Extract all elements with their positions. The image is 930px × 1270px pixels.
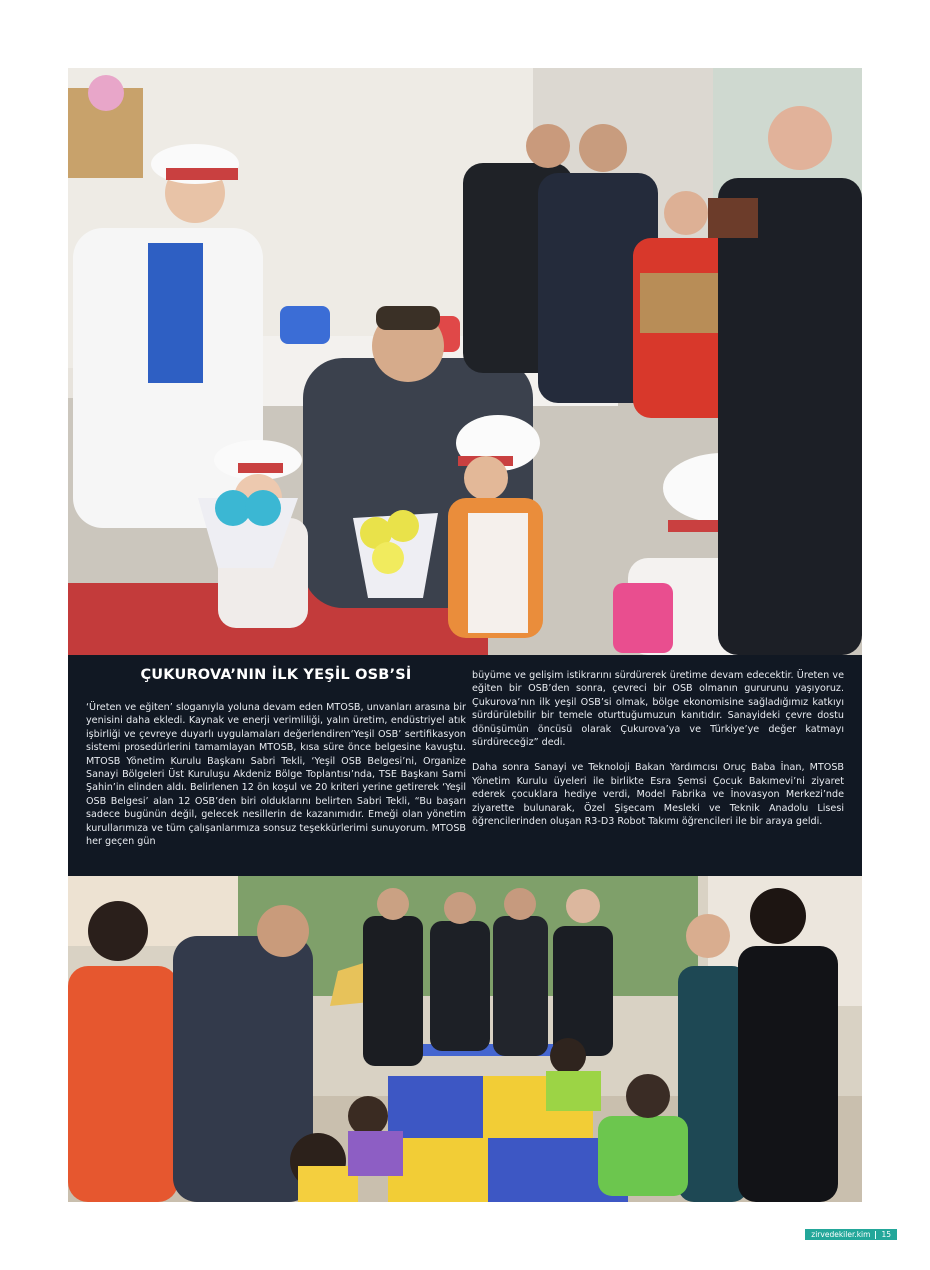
page-footer-tag	[805, 1229, 897, 1240]
top-photo	[68, 68, 862, 655]
article-title: ÇUKUROVA’NIN İLK YEŞİL OSB’Sİ	[140, 667, 412, 683]
article-panel	[68, 655, 862, 876]
bottom-photo	[68, 876, 862, 1202]
article-paragraph-3: Daha sonra Sanayi ve Teknoloji Bakan Yardımcısı Oruç Baba İnan, MTOSB Yönetim Kurulu üyeleri ile birlikte Esra Şemsi Çocuk Bakımevi’ni ziyaret ederek çocuklara hediye verdi, Model Fabrika ve İnovasyon Merkezi’nde ziyarette bulunarak, Özel Şişecam Mesleki ve Teknik Anadolu Lisesi öğrencilerinden oluşan R3-D3 Robot Takımı öğrencileri ile bir araya geldi.	[472, 762, 844, 828]
page-number: 15	[881, 1230, 891, 1239]
footer-site: zirvedekiler.kim	[811, 1230, 871, 1239]
article-paragraph-2: büyüme ve gelişim istikrarını sürdürerek üretime devam edecektir. Üreten ve eğiten bir OSB’den sonra, çevreci bir OSB olmanın gururunu yaşıyoruz. Çukurova’nın ilk yeşil OSB’si olmak, bölge ekonomisine sağladığımız katkıyı sürdürülebilir bir temele oturttuğumuzun kanıtıdır. Sanayideki çevre dostu dönüşümün öncüsü olarak Çukurova’ya ve Türkiye’ye değer katmayı sürdüreceğiz” dedi.	[472, 670, 844, 749]
article-paragraph-1: ‘Üreten ve eğiten’ sloganıyla yoluna devam eden MTOSB, unvanları arasına bir yenisini daha ekledi. Kaynak ve enerji verimliliği, yalın üretim, endüstriyel atık işbirliği ve çevreye duyarlı uygulamaları değerlendiren‘Yeşil OSB’ sertifikasyon sistemi prosedürlerini tamamlayan MTOSB, kısa süre önce belgesine kavuştu. MTOSB Yönetim Kurulu Başkanı Sabri Tekli, ‘Yeşil OSB Belgesi’ni, Organize Sanayi Bölgeleri Üst Kuruluşu Akdeniz Bölge Toplantısı’nda, TSE Başkanı Sami Şahin’in elinden aldı. Belirlenen 12 ön koşul ve 20 kriteri yerine getirerek ‘Yeşil OSB Belgesi’ alan 12 OSB’den biri olduklarını belirten Sabri Tekli, “Bu başarı sadece bugünün değil, gelecek nesillerin de kazanımıdır. Emeği olan yönetim kurullarımıza ve tüm çalışanlarımıza sonsuz teşekkürlerimi sunuyorum. MTOSB her geçen gün	[86, 702, 466, 848]
footer-separator	[875, 1231, 876, 1239]
article-right-column	[472, 669, 844, 828]
article-left-column	[86, 667, 466, 848]
